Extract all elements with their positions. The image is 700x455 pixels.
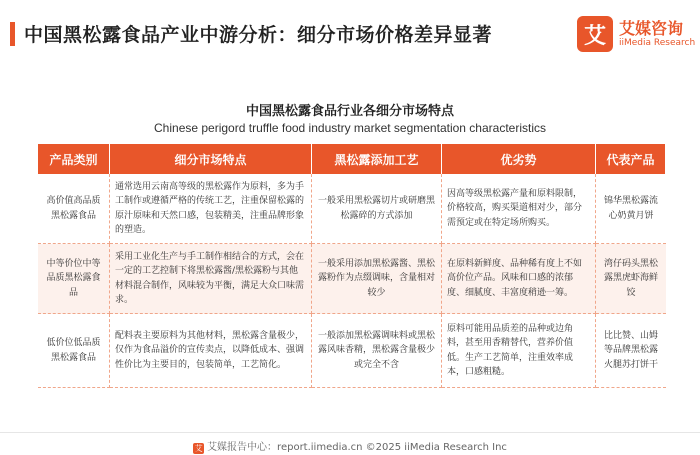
table-title-english: Chinese perigord truffle food industry market segmentation characteristics (154, 121, 546, 135)
row1-process: 一般采用黑松露切片或研磨黑松露碎的方式添加 (312, 174, 442, 244)
iimedia-logo (577, 16, 697, 56)
table-title-chinese: 中国黑松露食品行业各细分市场特点 (245, 104, 454, 119)
footer-source-text: 艾媒报告中心：report.iimedia.cn ©2025 iiMedia Research Inc (207, 442, 507, 453)
logo-english-name: iiMedia Research (619, 38, 696, 48)
row1-features: 通常选用云南高等级的黑松露作为原料，多为手工制作或遵循严格的传统工艺，注重保留松露的原汁原味和天然口感，包装精美，注重品牌形象的塑造。 (110, 174, 312, 244)
footer-logo-icon: 艾 (194, 444, 203, 453)
row2-features: 采用工业化生产与手工制作相结合的方式，会在一定的工艺控制下将黑松露酱/黑松露粉与其他材料混合制作，风味较为平衡，满足大众口味需求。 (110, 244, 312, 314)
row3-category: 低价位低品质黑松露食品 (38, 314, 110, 388)
column-header-features: 细分市场特点 (110, 144, 312, 174)
row1-products: 锦华黑松露流心奶黄月饼 (596, 174, 666, 244)
title-accent-bar (10, 22, 15, 46)
row3-products: 比比赞、山姆等品牌黑松露火腿苏打饼干 (596, 314, 666, 388)
column-header-pros-cons: 优劣势 (442, 144, 596, 174)
column-header-products: 代表产品 (596, 144, 666, 174)
row1-category: 高价值高品质黑松露食品 (38, 174, 110, 244)
row2-products: 湾仔码头黑松露黑虎虾海鲜饺 (596, 244, 666, 314)
footer-divider (0, 432, 700, 433)
row3-features: 配料表主要原料为其他材料，黑松露含量极少，仅作为食品溢价的宣传卖点，以降低成本、强调性价比为主要目的，包装简单，工艺简化。 (110, 314, 312, 388)
column-header-category: 产品类别 (38, 144, 110, 174)
row3-process: 一般添加黑松露调味料或黑松露风味香精，黑松露含量极少或完全不含 (312, 314, 442, 388)
segmentation-table (38, 144, 666, 388)
row1-pros-cons: 因高等级黑松露产量和原料限制，价格较高，购买渠道相对少，部分需预定或在特定场所购买。 (442, 174, 596, 244)
row2-category: 中等价位中等品质黑松露食品 (38, 244, 110, 314)
logo-chinese-name: 艾媒咨询 (619, 19, 684, 38)
column-header-process: 黑松露添加工艺 (312, 144, 442, 174)
row3-pros-cons: 原料可能用品质差的品种或边角料，甚至用香精替代，营养价值低。生产工艺简单，注重效率成本，口感粗糙。 (442, 314, 596, 388)
row2-process: 一般采用添加黑松露酱、黑松露粉作为点缀调味，含量相对较少 (312, 244, 442, 314)
row2-pros-cons: 在原料新鲜度、品种稀有度上不如高价位产品。风味和口感的浓郁度、细腻度、丰富度稍逊一筹。 (442, 244, 596, 314)
footer (0, 438, 700, 454)
logo-mark-icon: 艾 (577, 16, 613, 52)
page-title: 中国黑松露食品产业中游分析：细分市场价格差异显著 (24, 24, 493, 46)
